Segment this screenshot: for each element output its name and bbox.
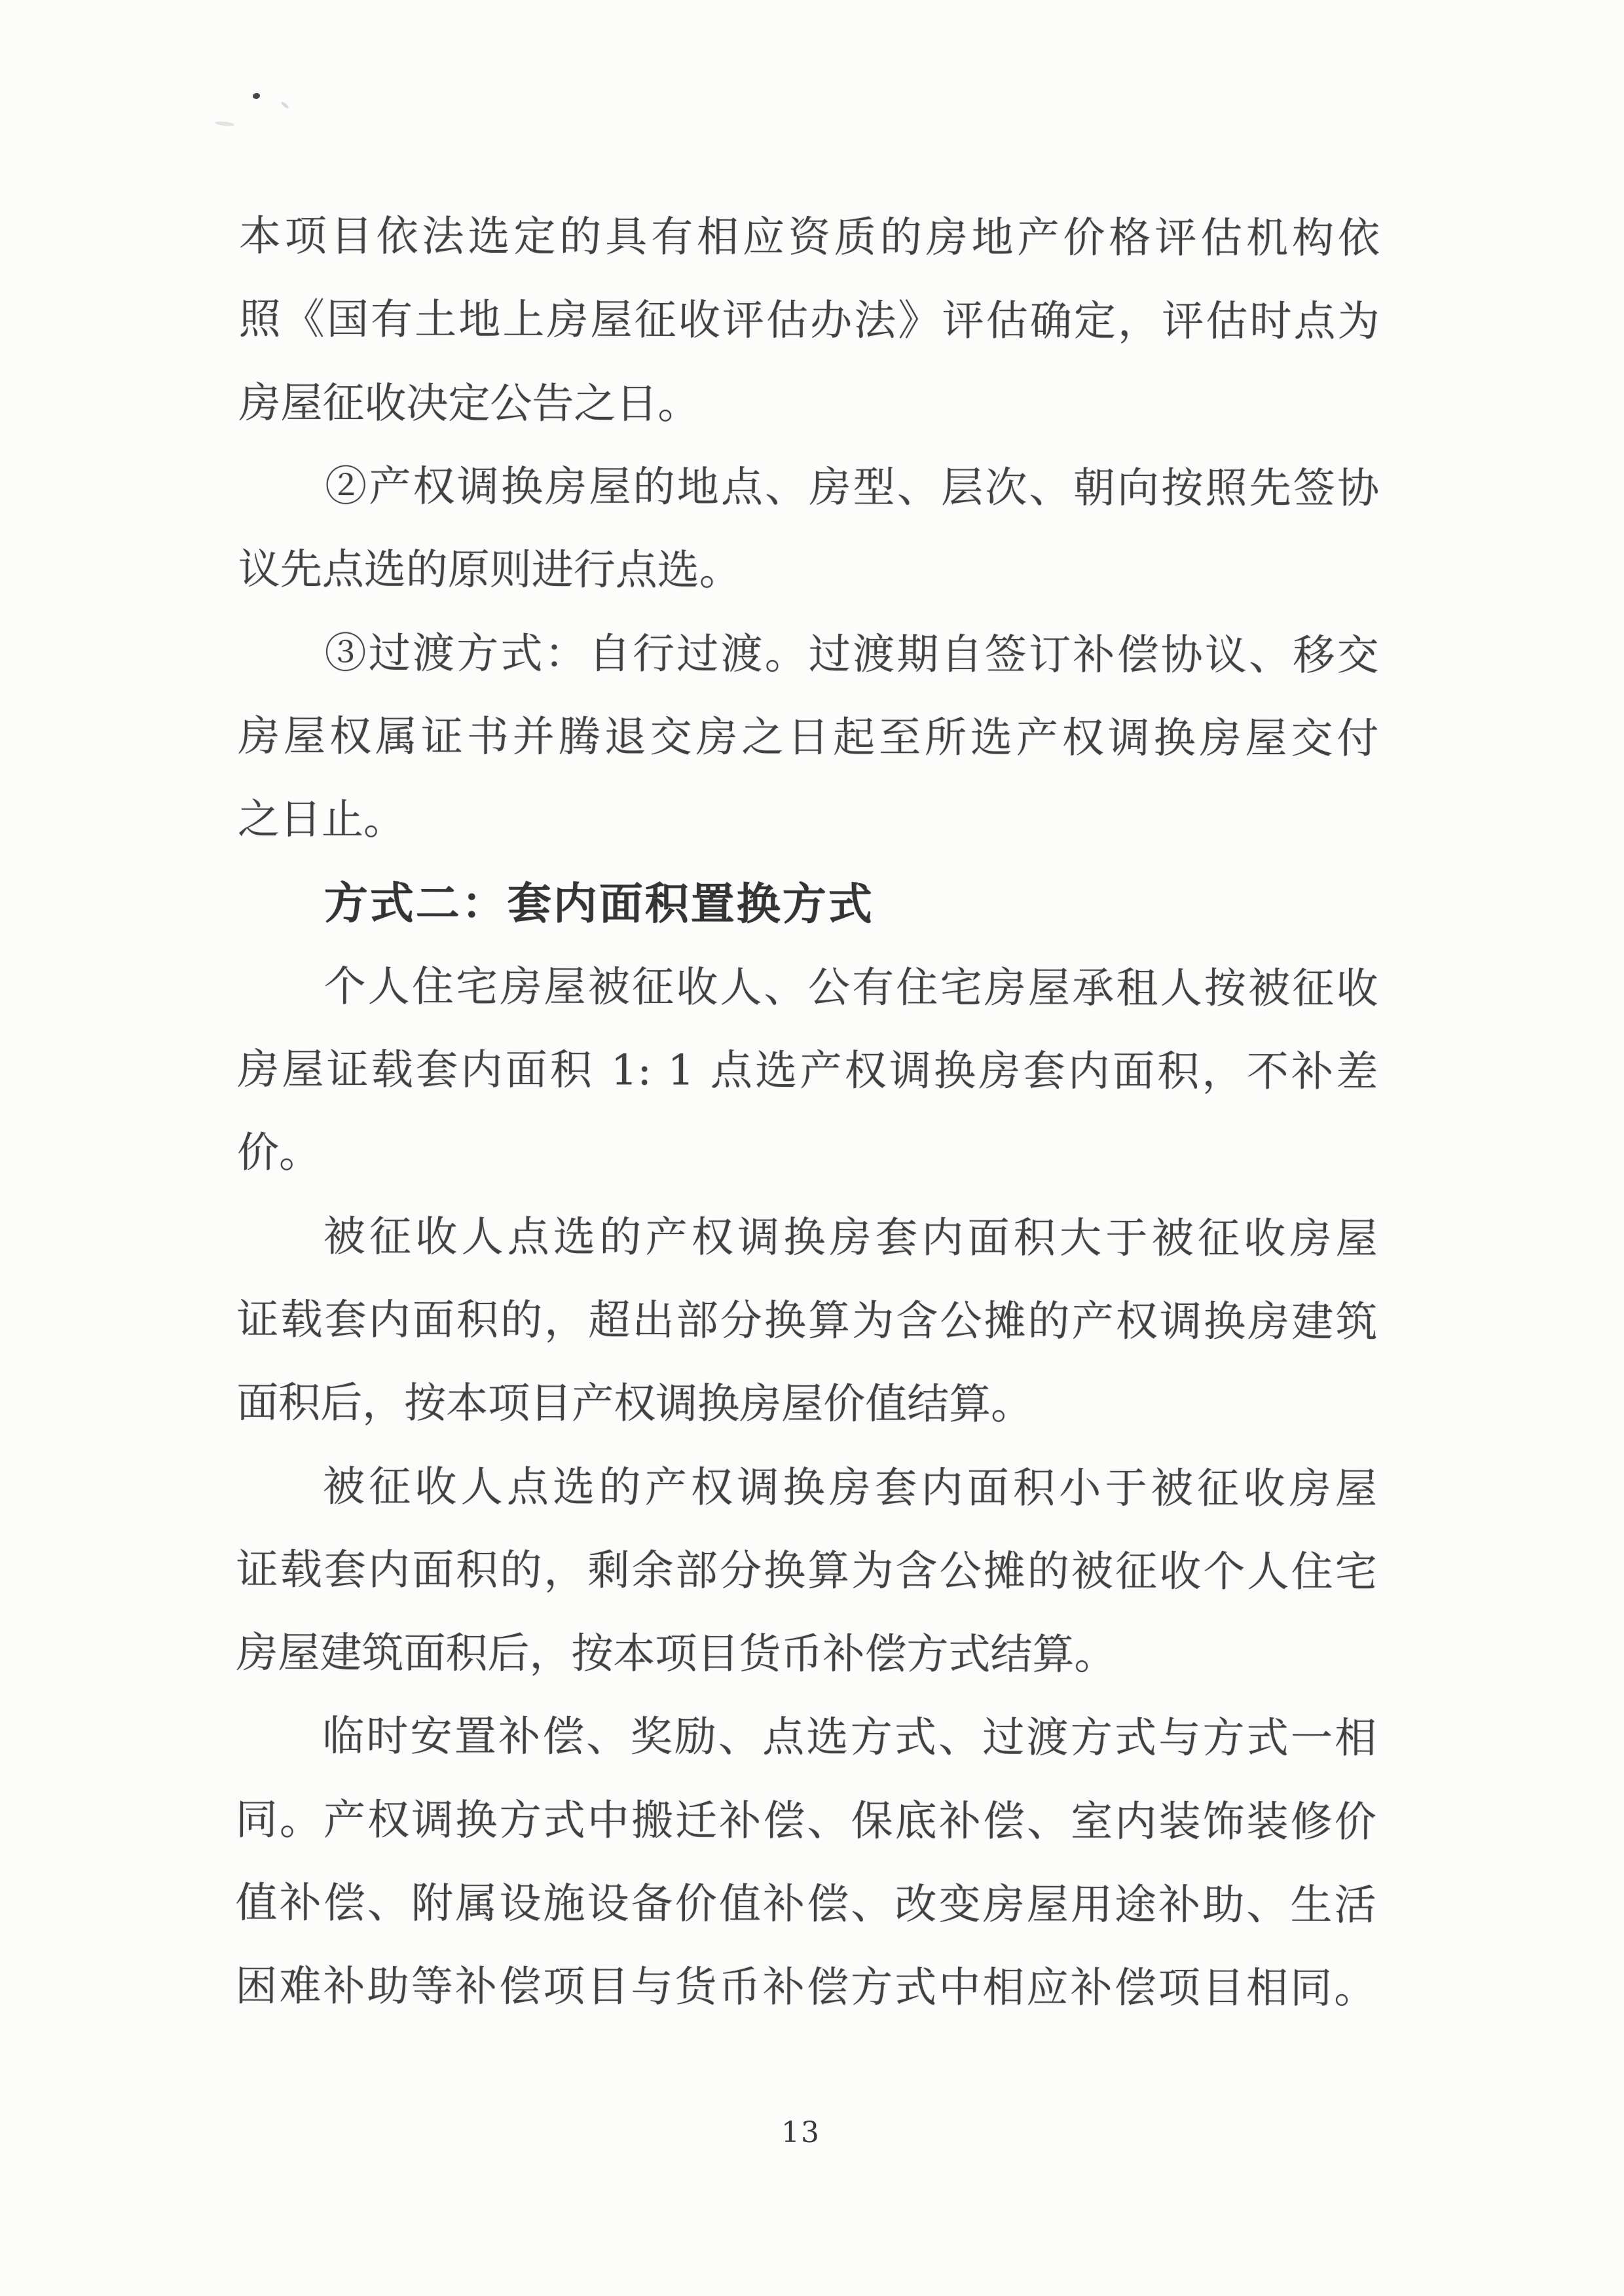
- text-line: 议先点选的原则进行点选。: [238, 545, 741, 595]
- text-line: 照《国有土地上房屋征收评估办法》评估确定，评估时点为: [238, 295, 1380, 346]
- text-line: 本项目依法选定的具有相应资质的房地产价格评估机构依: [238, 212, 1380, 263]
- text-line: 值补偿、附属设施设备价值补偿、改变房屋用途补助、生活: [235, 1879, 1376, 1930]
- text-line: 价。: [236, 1129, 322, 1178]
- text-line: 证载套内面积的，剩余部分换算为含公摊的被征收个人住宅: [236, 1546, 1377, 1597]
- text-line: 同。产权调换方式中搬迁补偿、保底补偿、室内装饰装修价: [235, 1796, 1376, 1847]
- text-line: ③过渡方式：自行过渡。过渡期自签订补偿协议、移交: [324, 629, 1379, 680]
- text-line: 被征收人点选的产权调换房套内面积大于被征收房屋: [323, 1212, 1378, 1264]
- text-line: ②产权调换房屋的地点、房型、层次、朝向按照先签协: [325, 462, 1380, 513]
- text-line: 之日止。: [237, 795, 406, 845]
- text-line: 个人住宅房屋被征收人、公有住宅房屋承租人按被征收: [323, 962, 1378, 1013]
- text-line: 被征收人点选的产权调换房套内面积小于被征收房屋: [322, 1463, 1377, 1514]
- text-line: 房屋征收决定公告之日。: [238, 379, 700, 429]
- text-line: 证载套内面积的，超出部分换算为含公摊的产权调换房建筑: [236, 1296, 1378, 1347]
- text-line: 房屋权属证书并腾退交房之日起至所选产权调换房屋交付: [238, 712, 1379, 763]
- page-number: 13: [781, 2116, 821, 2149]
- text-line: 房屋证载套内面积 1: 1 点选产权调换房套内面积，不补差: [237, 1046, 1378, 1097]
- section-heading: 方式二：套内面积置换方式: [323, 877, 874, 930]
- text-line: 房屋建筑面积后，按本项目货币补偿方式结算。: [236, 1629, 1116, 1679]
- text-line: 困难补助等补偿项目与货币补偿方式中相应补偿项目相同。: [235, 1962, 1376, 2013]
- text-line: 面积后，按本项目产权调换房屋价值结算。: [236, 1379, 1033, 1429]
- text-line: 临时安置补偿、奖励、点选方式、过渡方式与方式一相: [322, 1712, 1377, 1763]
